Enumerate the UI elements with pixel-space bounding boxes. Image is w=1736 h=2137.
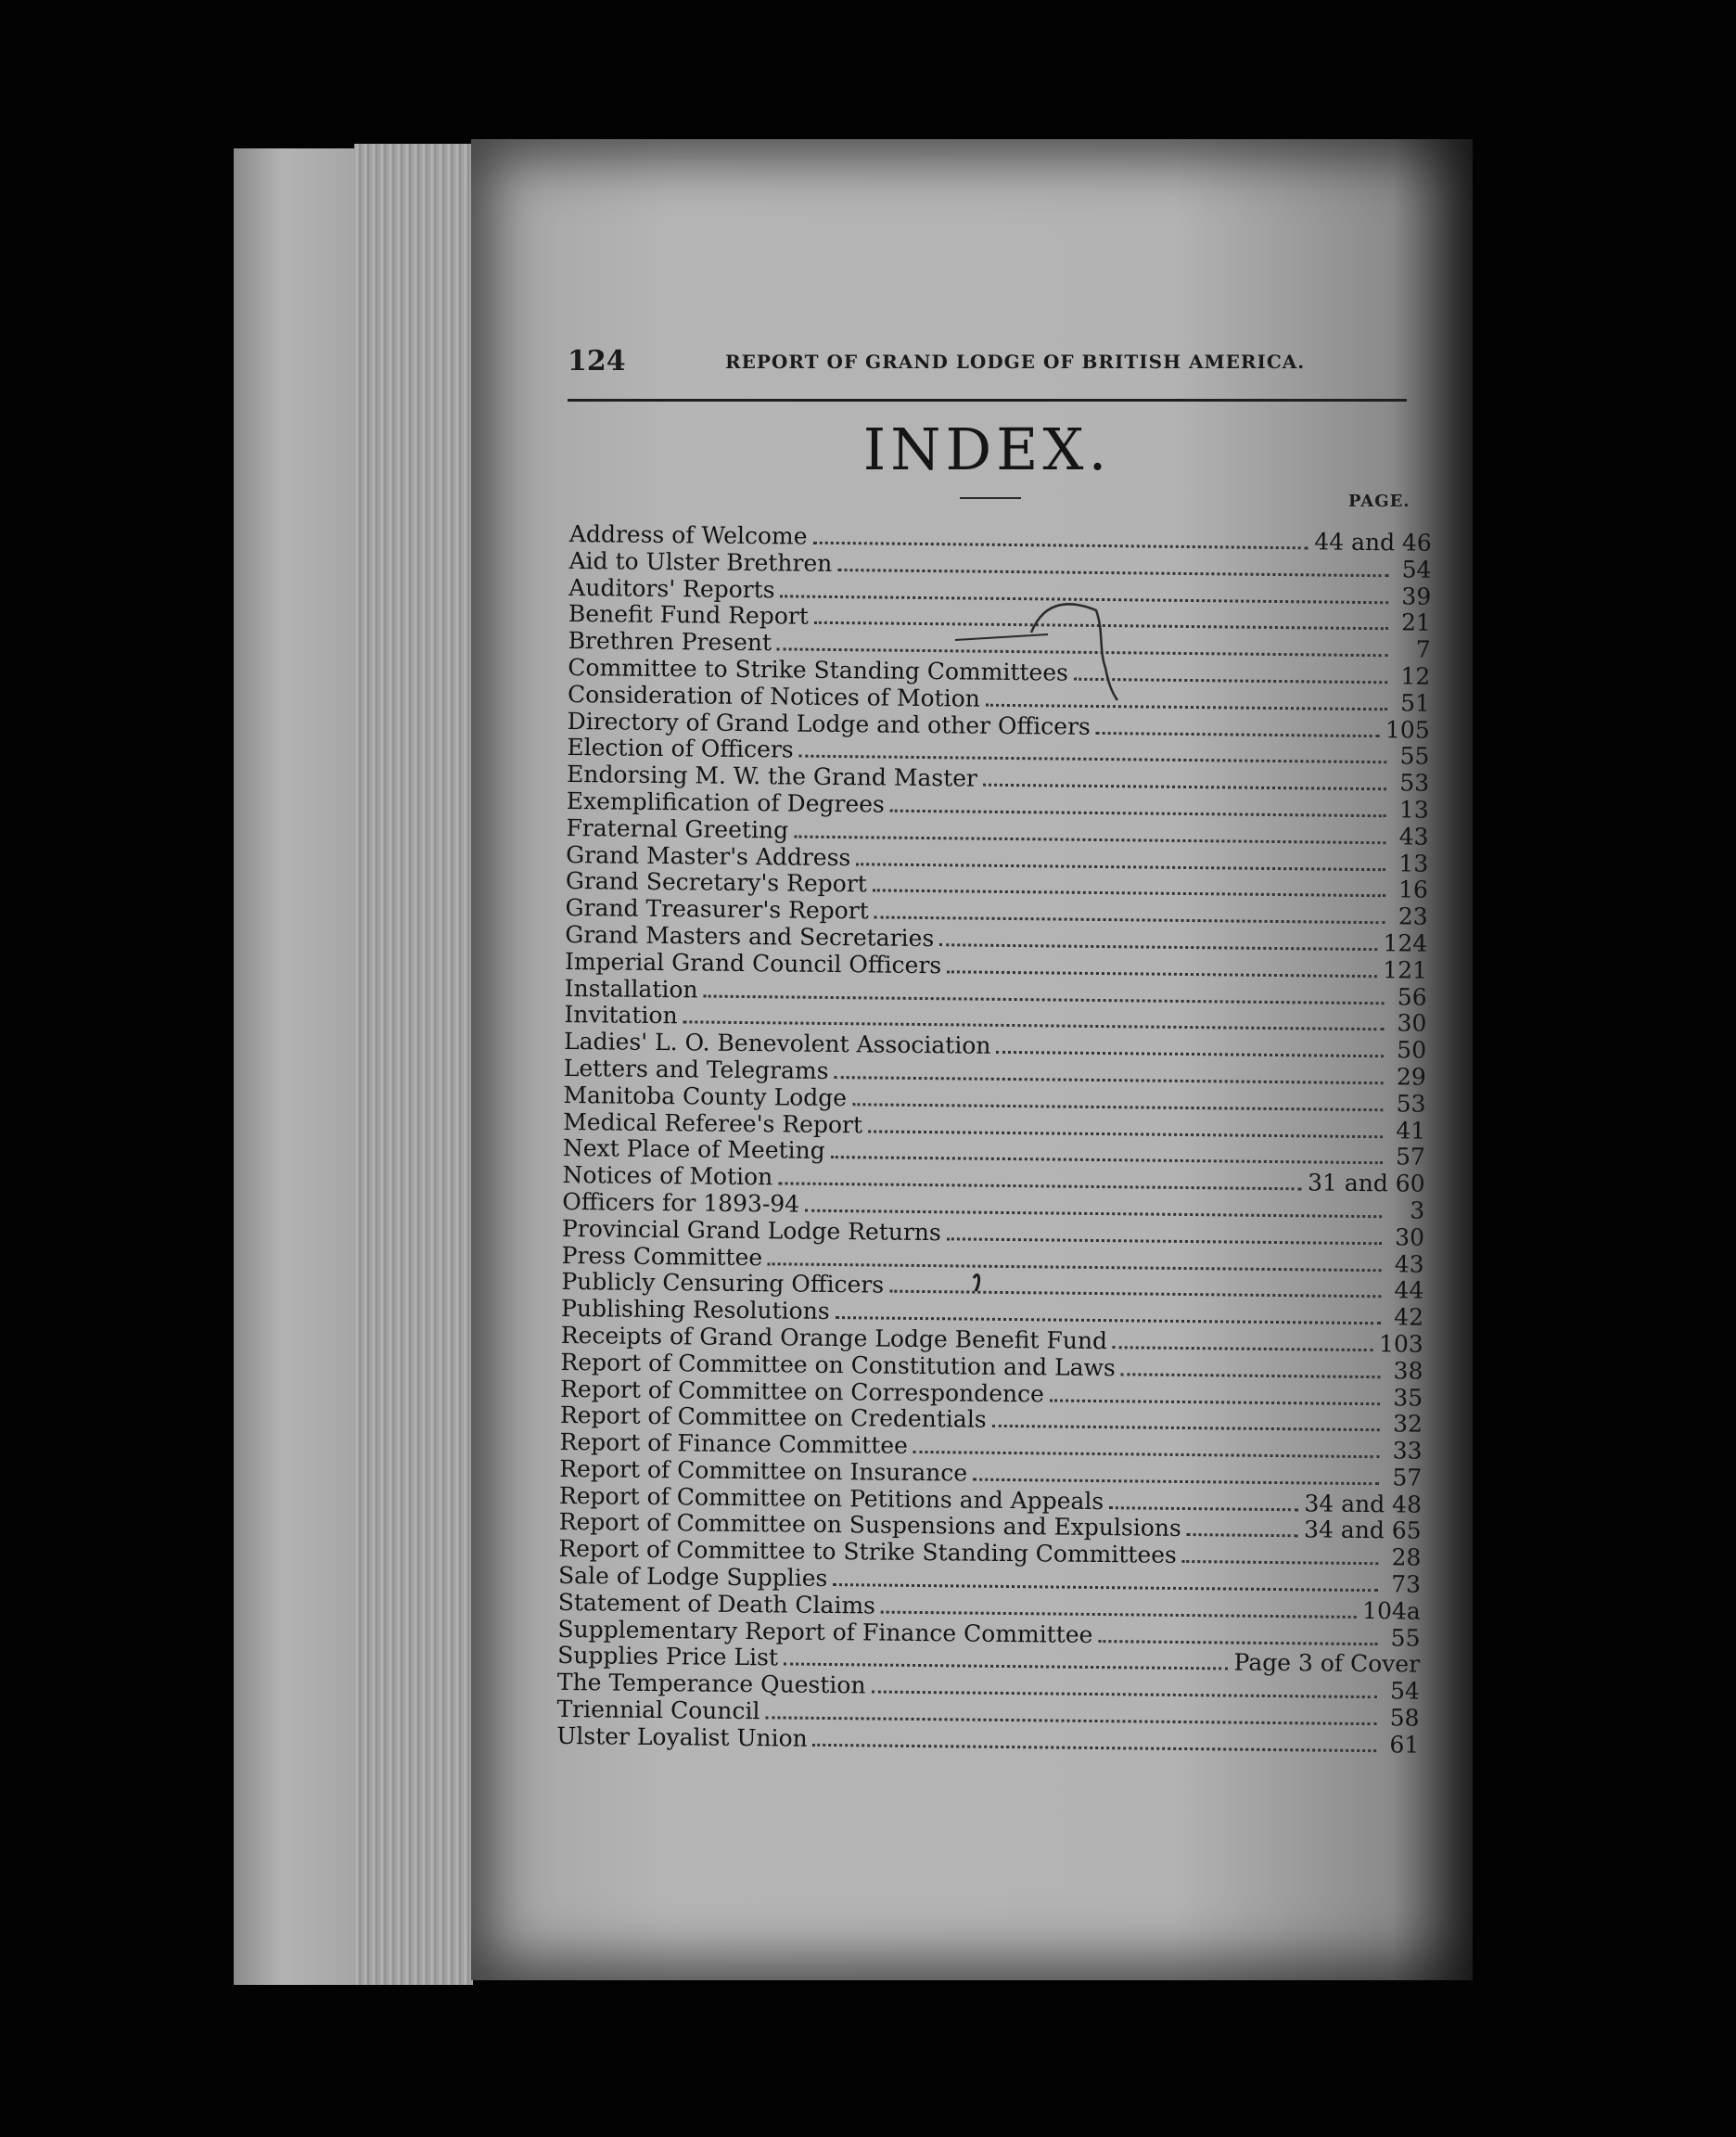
index-entry-page: 30: [1395, 1223, 1425, 1251]
index-entry-label: Ladies' L. O. Benevolent Association: [563, 1028, 991, 1059]
index-entry-label: Report of Committee on Suspensions and Expulsions: [558, 1508, 1181, 1542]
header-rule: [568, 399, 1407, 402]
index-entry-label: Report of Committee to Strike Standing Committees: [558, 1535, 1177, 1569]
index-entry-label: Report of Committee on Constitution and Laws: [560, 1348, 1116, 1381]
index-entry-label: Press Committee: [561, 1241, 763, 1271]
index-entry-page: 73: [1391, 1570, 1422, 1598]
dot-leader: [881, 1596, 1357, 1618]
index-entry-page: 39: [1401, 582, 1432, 610]
index-entry-page: 33: [1392, 1437, 1423, 1465]
index-entry-page: 54: [1389, 1677, 1420, 1705]
dot-leader: [778, 1169, 1302, 1191]
index-entry-page: 23: [1398, 902, 1428, 930]
index-entry-label: Manitoba County Lodge: [563, 1081, 848, 1111]
index-entry-label: Aid to Ulster Brethren: [568, 546, 833, 577]
index-entry-page: 38: [1393, 1357, 1423, 1385]
index-entry-label: Brethren Present: [568, 627, 772, 657]
index-entry-label: Imperial Grand Council Officers: [564, 947, 942, 979]
dot-leader: [868, 1116, 1383, 1138]
dot-leader: [852, 1089, 1384, 1111]
index-entry-page: 55: [1390, 1624, 1421, 1652]
index-entry-page: 105: [1385, 715, 1430, 744]
index-entry-label: Provincial Grand Lodge Returns: [561, 1214, 941, 1246]
dot-leader: [1098, 1626, 1377, 1645]
index-entry-page: 29: [1396, 1063, 1426, 1091]
dot-leader: [871, 1677, 1376, 1699]
dot-leader: [1121, 1359, 1381, 1378]
dot-leader: [777, 634, 1388, 658]
dot-leader: [799, 741, 1387, 764]
index-heading: INDEX.: [862, 416, 1112, 483]
dot-leader: [1113, 1332, 1373, 1351]
index-list: [556, 521, 1432, 1759]
dot-leader: [833, 1569, 1378, 1592]
index-entry-label: Supplementary Report of Finance Committee: [557, 1615, 1093, 1648]
index-entry-page: 7: [1415, 635, 1431, 663]
dot-leader: [889, 1276, 1381, 1299]
dot-leader: [947, 1223, 1382, 1245]
index-entry-page: 57: [1392, 1464, 1423, 1491]
running-title: REPORT OF GRAND LODGE OF BRITISH AMERICA.: [725, 351, 1306, 373]
index-entry-page: 57: [1395, 1143, 1426, 1171]
dot-leader: [834, 1062, 1383, 1084]
index-entry-label: Report of Committee on Credentials: [559, 1401, 987, 1434]
index-entry-page: 35: [1393, 1383, 1423, 1412]
index-entry-label: Report of Committee on Correspondence: [560, 1375, 1045, 1407]
index-entry-label: Publishing Resolutions: [560, 1295, 830, 1325]
index-entry-label: Receipts of Grand Orange Lodge Benefit Fund: [560, 1321, 1108, 1355]
index-entry-label: Fraternal Greeting: [566, 813, 789, 844]
page-edges: [354, 144, 473, 1985]
index-entry-page: 44: [1394, 1276, 1424, 1305]
index-entry-page: 42: [1394, 1303, 1424, 1331]
index-entry-label: Committee to Strike Standing Committees: [568, 653, 1069, 686]
dot-leader: [837, 555, 1388, 577]
dot-leader: [1050, 1385, 1380, 1405]
dot-leader: [813, 1730, 1377, 1752]
dot-leader: [947, 956, 1377, 978]
index-entry-page: 31 and 60: [1307, 1169, 1425, 1197]
index-entry-label: The Temperance Question: [556, 1669, 866, 1699]
page-column-label: PAGE.: [1348, 492, 1410, 511]
index-entry-page: 124: [1383, 929, 1428, 957]
index-entry-label: Directory of Grand Lodge and other Officers: [567, 707, 1091, 740]
index-entry-page: Page 3 of Cover: [1233, 1649, 1421, 1679]
index-entry-label: Installation: [564, 974, 698, 1004]
dot-leader: [1074, 664, 1388, 685]
index-entry-label: Endorsing M. W. the Grand Master: [566, 761, 978, 792]
dot-leader: [973, 1465, 1379, 1486]
dot-leader: [996, 1037, 1384, 1057]
dot-leader: [873, 876, 1385, 898]
dot-leader: [983, 770, 1386, 791]
index-entry-page: 30: [1397, 1009, 1427, 1038]
index-entry-label: Triennial Council: [556, 1695, 760, 1725]
dot-leader: [805, 1196, 1382, 1219]
index-entry-label: Letters and Telegrams: [563, 1054, 829, 1084]
index-entry-page: 34 and 65: [1303, 1516, 1422, 1545]
index-entry-page: 43: [1398, 823, 1429, 851]
index-entry-label: Address of Welcome: [568, 520, 808, 550]
index-entry-label: Consideration of Notices of Motion: [567, 680, 980, 712]
index-entry-label: Election of Officers: [567, 734, 794, 763]
index-entry-label: Grand Master's Address: [566, 840, 851, 871]
dot-leader: [831, 1142, 1383, 1164]
index-entry-label: Report of Finance Committee: [559, 1428, 909, 1459]
dot-leader: [1182, 1546, 1379, 1565]
index-entry-page: 12: [1400, 662, 1431, 690]
index-entry-page: 104a: [1361, 1596, 1421, 1625]
index-entry-label: Statement of Death Claims: [557, 1588, 876, 1619]
left-page-strip: [234, 148, 354, 1985]
index-entry-page: 61: [1389, 1731, 1420, 1759]
index-entry-label: Invitation: [564, 1001, 678, 1030]
index-entry-page: 51: [1400, 689, 1431, 717]
index-entry-page: 55: [1399, 742, 1430, 771]
index-entry-label: Report of Committee on Insurance: [559, 1454, 968, 1487]
index-entry-page: 28: [1391, 1543, 1422, 1571]
index-entry-page: 53: [1399, 769, 1430, 797]
index-entry-page: 41: [1396, 1116, 1426, 1145]
index-entry-page: 44 and 46: [1314, 528, 1432, 557]
index-entry-page: 103: [1378, 1330, 1423, 1358]
dot-leader: [1096, 718, 1380, 737]
index-entry-page: 13: [1398, 796, 1429, 824]
index-entry-page: 53: [1396, 1090, 1426, 1118]
index-entry-page: 32: [1392, 1410, 1423, 1438]
dot-leader: [784, 1649, 1229, 1670]
dot-leader: [986, 689, 1387, 710]
index-entry-page: 121: [1383, 955, 1428, 984]
heading-rule: [960, 497, 1021, 499]
index-entry-page: 43: [1394, 1249, 1424, 1278]
dot-leader: [768, 1248, 1382, 1272]
index-entry-label: Grand Treasurer's Report: [565, 894, 869, 925]
index-entry-label: Ulster Loyalist Union: [556, 1721, 808, 1752]
index-entry-page: 13: [1398, 849, 1429, 877]
page-number: 124: [568, 345, 626, 377]
index-entry-label: Next Place of Meeting: [562, 1134, 825, 1165]
index-entry-label: Benefit Fund Report: [568, 600, 809, 631]
index-entry-label: Report of Committee on Petitions and Appeals: [558, 1481, 1104, 1515]
dot-leader: [874, 902, 1385, 925]
index-entry-page: 56: [1397, 982, 1427, 1011]
running-header: [568, 345, 1402, 382]
index-entry-page: 21: [1400, 608, 1432, 637]
dot-leader: [1109, 1492, 1298, 1511]
index-entry-label: Sale of Lodge Supplies: [557, 1562, 828, 1593]
index-entry-page: 50: [1397, 1036, 1427, 1064]
dot-leader: [836, 1302, 1382, 1324]
index-entry-label: Officers for 1893-94: [562, 1187, 800, 1218]
dot-leader: [781, 581, 1389, 604]
dot-leader: [890, 796, 1386, 818]
index-entry-label: Publicly Censuring Officers: [561, 1268, 885, 1299]
index-entry-page: 54: [1401, 556, 1432, 583]
dot-leader: [812, 528, 1308, 550]
index-entry-page: 16: [1398, 876, 1429, 904]
dot-leader: [683, 1007, 1385, 1031]
dot-leader: [814, 608, 1388, 630]
dot-leader: [765, 1702, 1376, 1725]
index-entry-label: Exemplification of Degrees: [566, 787, 886, 818]
index-entry-label: Grand Secretary's Report: [565, 867, 867, 898]
index-entry-label: Auditors' Reports: [568, 573, 775, 603]
dot-leader: [992, 1411, 1380, 1431]
index-entry-label: Medical Referee's Report: [563, 1107, 863, 1138]
index-entry-page: 3: [1410, 1196, 1425, 1224]
dot-leader: [939, 929, 1378, 951]
dot-leader: [794, 821, 1386, 844]
index-entry-label: Notices of Motion: [562, 1161, 773, 1191]
dot-leader: [913, 1437, 1380, 1458]
dot-leader: [1187, 1520, 1299, 1538]
index-entry-label: Supplies Price List: [557, 1642, 779, 1671]
index-entry-label: Grand Masters and Secretaries: [565, 920, 935, 953]
dot-leader: [856, 849, 1385, 871]
index-entry-page: 58: [1389, 1704, 1420, 1732]
dot-leader: [703, 980, 1384, 1005]
index-entry-page: 34 and 48: [1304, 1490, 1423, 1518]
